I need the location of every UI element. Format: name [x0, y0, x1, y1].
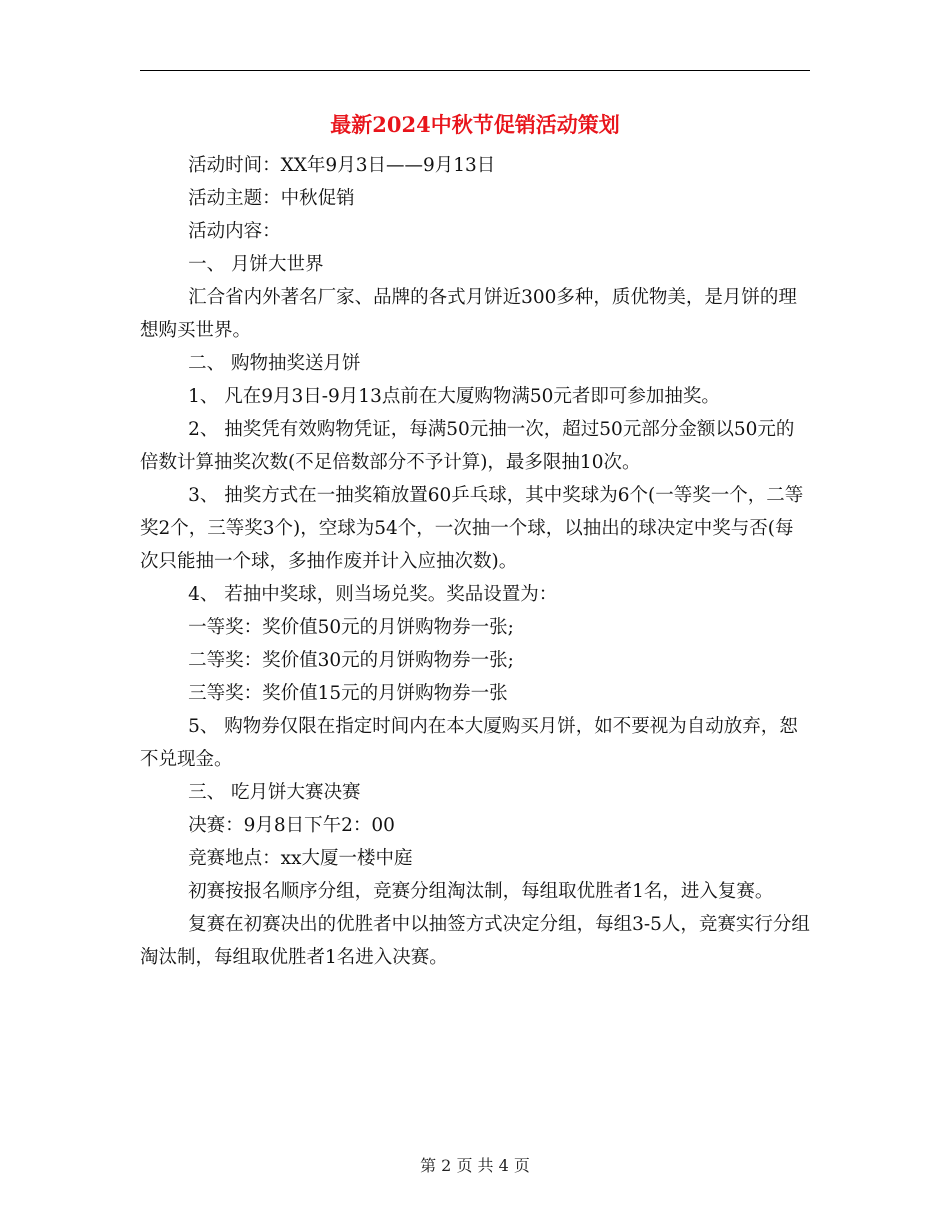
paragraph-event-theme: 活动主题：中秋促销 [188, 188, 355, 209]
page-number-footer: 第 2 页 共 4 页 [420, 1156, 530, 1175]
list-item-lottery-3: 3、 抽奖方式在一抽奖箱放置60乒乓球，其中奖球为6个(一等奖一个，二等奖2个，三等奖3个)，空球为54个，一次抽一个球，以抽出的球决定中奖与否(每次只能抽一个球，多抽作废并计入应抽次数)。 [140, 485, 804, 572]
paragraph-preliminary: 初赛按报名顺序分组，竞赛分组淘汰制，每组取优胜者1名，进入复赛。 [188, 881, 774, 902]
prize-first: 一等奖：奖价值50元的月饼购物券一张; [188, 617, 514, 638]
section-heading-eating-contest: 三、 吃月饼大赛决赛 [188, 782, 361, 803]
document-body [140, 149, 810, 974]
section-heading-mooncake-world: 一、 月饼大世界 [188, 254, 324, 275]
header-rule [140, 70, 810, 71]
list-item-lottery-4: 4、 若抽中奖球，则当场兑奖。奖品设置为： [188, 584, 558, 605]
section-heading-lottery: 二、 购物抽奖送月饼 [188, 353, 361, 374]
list-item-lottery-2: 2、 抽奖凭有效购物凭证，每满50元抽一次，超过50元部分金额以50元的倍数计算抽奖次数(不足倍数部分不予计算)，最多限抽10次。 [140, 419, 795, 473]
paragraph-mooncake-world: 汇合省内外著名厂家、品牌的各式月饼近300多种，质优物美，是月饼的理想购买世界。 [140, 287, 797, 341]
list-item-lottery-1: 1、 凡在9月3日-9月13点前在大厦购物满50元者即可参加抽奖。 [188, 386, 720, 407]
paragraph-event-content: 活动内容： [188, 221, 281, 242]
document-title: 最新2024中秋节促销活动策划 [330, 112, 620, 137]
paragraph-semifinal: 复赛在初赛决出的优胜者中以抽签方式决定分组，每组3-5人，竞赛实行分组淘汰制，每组取优胜者1名进入决赛。 [140, 914, 810, 968]
list-item-lottery-5: 5、 购物券仅限在指定时间内在本大厦购买月饼，如不要视为自动放弃，恕不兑现金。 [140, 716, 798, 770]
paragraph-final-time: 决赛：9月8日下午2：00 [188, 815, 395, 836]
paragraph-event-time: 活动时间：XX年9月3日——9月13日 [188, 155, 496, 176]
prize-third: 三等奖：奖价值15元的月饼购物券一张 [188, 683, 508, 704]
prize-second: 二等奖：奖价值30元的月饼购物券一张; [188, 650, 514, 671]
paragraph-venue: 竞赛地点：xx大厦一楼中庭 [188, 848, 413, 869]
